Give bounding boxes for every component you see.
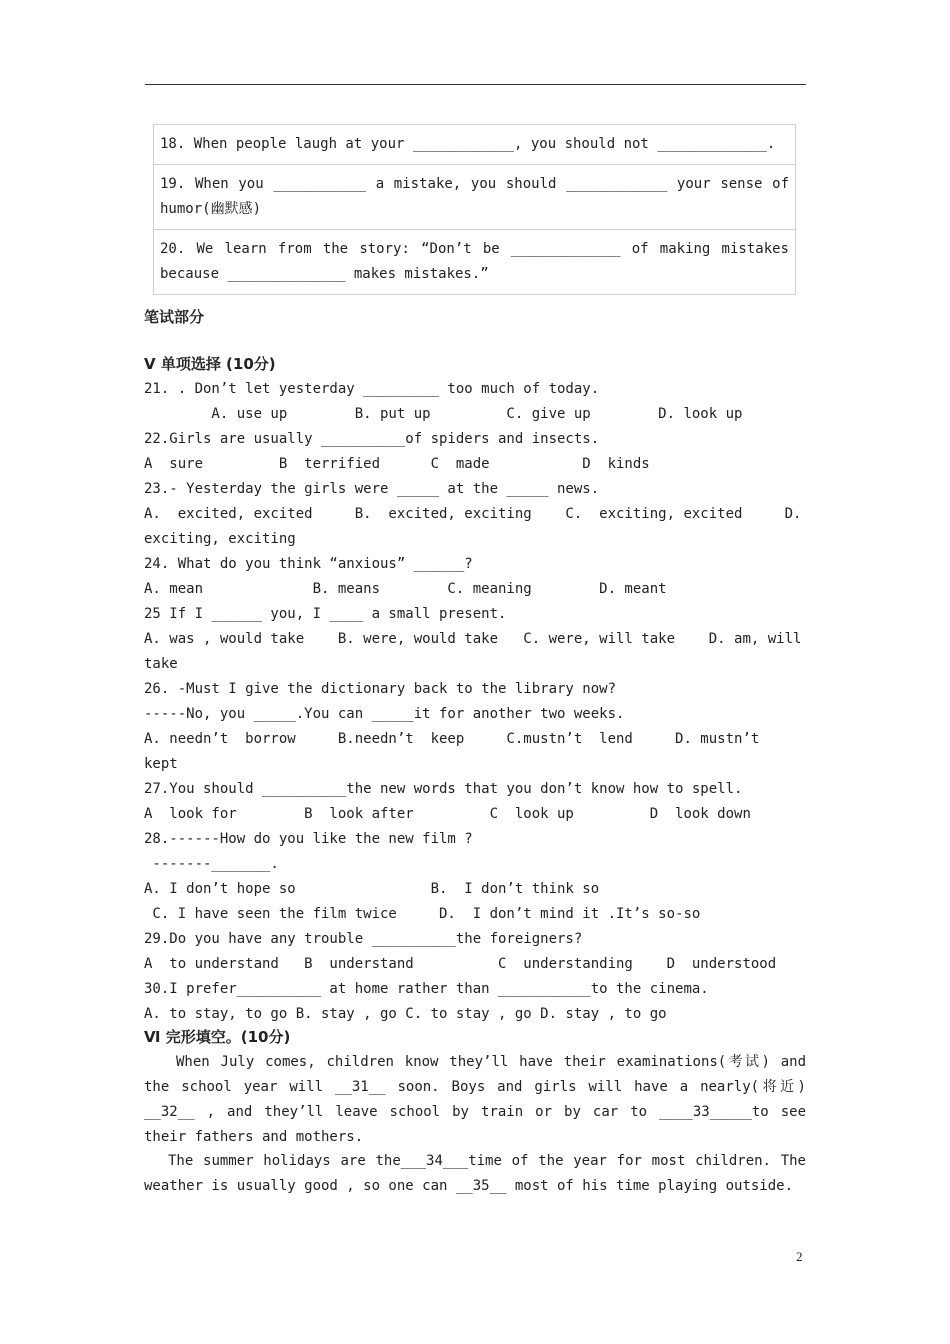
question-20: 20. We learn from the story: “Don’t be _____________ of making mistakes because ______________ makes mistakes.” [154, 230, 796, 295]
section-vi-heading: Ⅵ 完形填空。(10分) [144, 1028, 291, 1046]
question-28-options-ab: A. I don’t hope so B. I don’t think so [144, 881, 600, 897]
question-27: 27.You should __________the new words that you don’t know how to spell. [144, 781, 743, 797]
question-26: 26. -Must I give the dictionary back to the library now? [144, 681, 617, 697]
question-28-options-cd: C. I have seen the film twice D. I don’t mind it .It’s so-so [144, 906, 701, 922]
question-29: 29.Do you have any trouble __________the foreigners? [144, 931, 583, 947]
question-22: 22.Girls are usually __________of spiders and insects. [144, 431, 600, 447]
question-24: 24. What do you think “anxious” ______? [144, 556, 473, 572]
table-row [154, 165, 796, 230]
question-19: 19. When you ___________ a mistake, you should ____________ your sense of humor(幽默感) [154, 165, 796, 230]
listening-question-table [153, 124, 796, 295]
question-21: 21. . Don’t let yesterday _________ too much of today. [144, 381, 600, 397]
question-21-options: A. use up B. put up C. give up D. look up [144, 406, 743, 422]
question-25-options-cont: take [144, 656, 178, 672]
question-28-reply: -------_______. [144, 856, 279, 872]
question-30-options: A. to stay, to go B. stay , go C. to stay , go D. stay , to go [144, 1006, 667, 1022]
question-23: 23.- Yesterday the girls were _____ at the _____ news. [144, 481, 600, 497]
question-26-options: A. needn’t borrow B.needn’t keep C.mustn’t lend D. mustn’t [144, 731, 760, 747]
question-18: 18. When people laugh at your ____________, you should not _____________. [154, 125, 796, 165]
section-v-heading: Ⅴ 单项选择 (10分) [144, 355, 276, 373]
question-26-reply: -----No, you _____.You can _____it for another two weeks. [144, 706, 625, 722]
header-rule [145, 84, 806, 85]
question-25-options: A. was , would take B. were, would take C. were, will take D. am, will [144, 631, 802, 647]
question-23-options: A. excited, excited B. excited, exciting C. exciting, excited D. [144, 506, 802, 522]
question-25: 25 If I ______ you, I ____ a small present. [144, 606, 507, 622]
table-row [154, 230, 796, 295]
question-24-options: A. mean B. means C. meaning D. meant [144, 581, 667, 597]
question-29-options: A to understand B understand C understanding D understood [144, 956, 777, 972]
question-30: 30.I prefer__________ at home rather than ___________to the cinema. [144, 981, 709, 997]
cloze-paragraph-2: The summer holidays are the___34___time of the year for most children. The weather is usually good , so one can __35__ most of his time playing outside. [144, 1153, 806, 1194]
question-26-options-cont: kept [144, 756, 178, 772]
cloze-paragraph-1: When July comes, children know they’ll have their examinations(考试) and the school year will __31__ soon. Boys and girls will have a nearly(将近) __32__ , and they’ll leave school by train or by car to ____33_____to see their fathers and mothers. [144, 1054, 806, 1145]
question-27-options: A look for B look after C look up D look down [144, 806, 751, 822]
section-written-heading: 笔试部分 [144, 308, 205, 326]
question-28: 28.------How do you like the new film ? [144, 831, 473, 847]
page-number: 2 [796, 1249, 803, 1264]
question-23-options-cont: exciting, exciting [144, 531, 296, 547]
question-22-options: A sure B terrified C made D kinds [144, 456, 650, 472]
table-row [154, 125, 796, 165]
